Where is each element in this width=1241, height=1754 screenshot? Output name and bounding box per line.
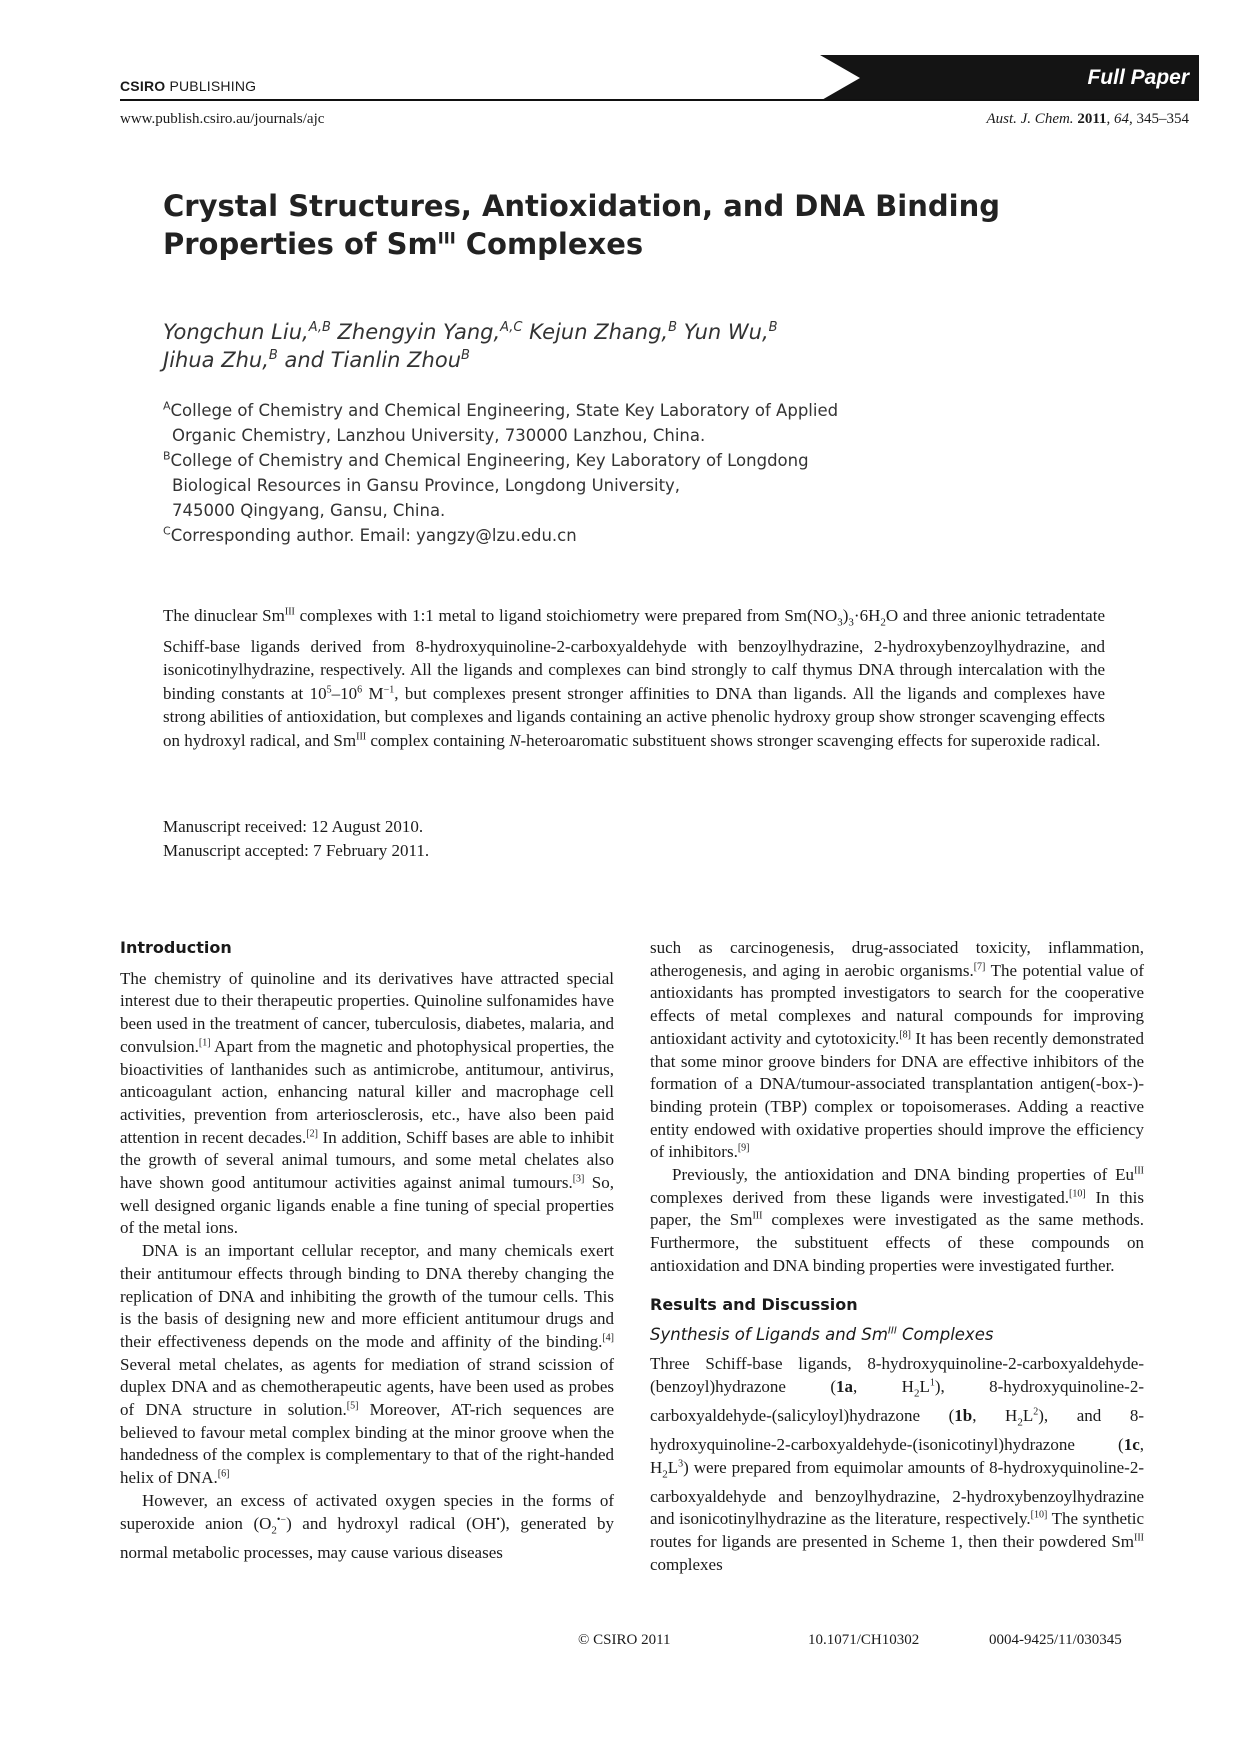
footer-doi[interactable]: 10.1071/CH10302 xyxy=(808,1632,920,1648)
manuscript-dates xyxy=(163,815,429,863)
section-heading-introduction: Introduction xyxy=(120,938,232,957)
manuscript-accepted: Manuscript accepted: 7 February 2011. xyxy=(163,841,430,860)
journal-citation: Aust. J. Chem. 2011, 64, 345–354 xyxy=(986,111,1189,127)
article-type-label: Full Paper xyxy=(1087,66,1189,89)
manuscript-received: Manuscript received: 12 August 2010. xyxy=(163,817,424,836)
body-paragraph: such as carcinogenesis, drug-associated toxicity, inflammation, atherogenesis, and aging in aerobic organisms.[7] The potential value of antioxidants has prompted investigators to search for the cooperative effects of metal complexes and natural compounds for improving antioxidant activity and cytotoxicity.[8] It has been recently demonstrated that some minor groove binders for DNA are effective inhibitors of the formation of a DNA/tumour-associated transplantation antigen(-box-)-binding protein (TBP) complex or topoisomerases. Adding a reactive entity endowed with oxidative properties should improve the efficiency of inhibitors.[9] xyxy=(650,938,1144,1162)
section-heading-results: Results and Discussion xyxy=(650,1294,858,1314)
body-column-left xyxy=(120,937,614,1564)
journal-url[interactable]: www.publish.csiro.au/journals/ajc xyxy=(120,111,325,127)
paper-title xyxy=(163,187,1000,263)
abstract: The dinuclear $Sm^{III}$ complexes with 1:1 metal to ligand stoichiometry were prepared from $Sm(NO_3)_3\cdot 6H_2O$ and three anionic tetradentate Schiff-base ligands derived from 8-hydroxyquinoline-2-carboxyaldehyde with benzoylhydrazine, 2-hydroxybenzoylhydrazine, and isonicotinylhydrazine, respectively. All the ligands and complexes can bind strongly to calf thymus DNA through intercalation with the binding constants at $10^5-10^6$ $M^{-1}$, but complexes present stronger affinities to DNA than ligands. All the ligands and complexes have strong abilities of antioxidation, but complexes and ligands containing an active phenolic hydroxy group show stronger scavenging effects on hydroxyl radical, and $Sm^{III}$ complex containing N-heteroaromatic substituent shows stronger scavenging effects for superoxide radical. xyxy=(163,606,1106,750)
title-line-1: Crystal Structures, Antioxidation, and DNA Binding xyxy=(163,189,1000,223)
subsection-heading-synthesis: Synthesis of Ligands and $Sm^{III}$ Complexes xyxy=(650,1325,994,1345)
footer-copyright: © CSIRO 2011 xyxy=(578,1632,671,1648)
body-paragraph: However, an excess of activated oxygen species in the forms of superoxide anion $(O_2^{•-})$ and hydroxyl radical (OH•), generated by normal metabolic processes, may cause various diseases xyxy=(120,1490,614,1562)
footer-issn: 0004-9425/11/030345 xyxy=(989,1632,1122,1648)
publisher-logo: CSIRO PUBLISHING xyxy=(120,78,257,94)
body-column-right xyxy=(650,937,1144,1576)
body-paragraph: DNA is an important cellular receptor, and many chemicals exert their antitumour effects through binding to DNA thereby changing the replication of DNA and inhibiting the growth of the tumour cells. This is the basis of designing new and more efficient antitumour drugs and their effectiveness depends on the mode and affinity of the binding.[4] Several metal chelates, as agents for mediation of strand scission of duplex DNA and as chemotherapeutic agents, have been used as probes of DNA structure in solution.[5] Moreover, AT-rich sequences are believed to favour metal complex binding at the minor groove when the handedness of the complex is complementary to that of the right-handed helix of DNA.[6] xyxy=(120,1241,614,1488)
body-paragraph: Three Schiff-base ligands, 8-hydroxyquinoline-2-carboxyaldehyde-(benzoyl)hydrazone (1a, $H_2L^1$), 8-hydroxyquinoline-2-carboxyaldehyde-(salicyloyl)hydrazone (1b, $H_2L^2$), and 8-hydroxyquinoline-2-carboxyaldehyde-(isonicotinyl)hydrazone (1c, $H_2L^3$) were prepared from equimolar amounts of 8-hydroxyquinoline-2-carboxyaldehyde and benzoylhydrazine, 2-hydroxybenzoylhydrazine and isonicotinylhydrazine as the literature, respectively.[10] The synthetic routes for ligands are presented in Scheme 1, then their powdered $Sm^{III}$ complexes xyxy=(650,1353,1145,1574)
title-line-2: Properties of $Sm^{III}$ Complexes xyxy=(163,227,644,261)
author-list: Yongchun Liu,$^{A,B}$ Zhengyin Yang,$^{A,C}$ Kejun Zhang,$^B$ Yun Wu,$^B$ Jihua Zhu,$^B$ and Tianlin Zhou$^B$ xyxy=(163,320,778,372)
header-rule xyxy=(120,99,1199,101)
body-paragraph: Previously, the antioxidation and DNA binding properties of $Eu^{III}$ complexes derived from these ligands were investigated.[10] In this paper, the $Sm^{III}$ complexes were investigated as the same methods. Furthermore, the substituent effects of these compounds on antioxidation and DNA binding properties were investigated further. xyxy=(650,1165,1144,1275)
affiliations: $^A$College of Chemistry and Chemical Engineering, State Key Laboratory of Applied Organic Chemistry, Lanzhou University, 730000 Lanzhou, China. $^B$College of Chemistry and Chemical Engineering, Key Laboratory of Longdong Biological Resources in Gansu Province, Longdong University, 745000 Qingyang, Gansu, China. $^C$Corresponding author. Email: yangzy@lzu.edu.cn xyxy=(163,399,839,545)
body-paragraph: The chemistry of quinoline and its derivatives have attracted special interest due to their therapeutic properties. Quinoline sulfonamides have been used in the treatment of cancer, tuberculosis, diabetes, malaria, and convulsion.[1] Apart from the magnetic and photophysical properties, the bioactivities of lanthanides such as antimicrobe, antitumour, antivirus, anticoagulant action, enhancing natural killer and macrophage cell activities, prevention from arteriosclerosis, etc., have also been paid attention in recent decades.[2] In addition, Schiff bases are able to inhibit the growth of several animal tumours, and some metal chelates also have shown good antitumour activities against animal tumours.[3] So, well designed organic ligands enable a fine tuning of special properties of the metal ions. xyxy=(120,968,614,1238)
